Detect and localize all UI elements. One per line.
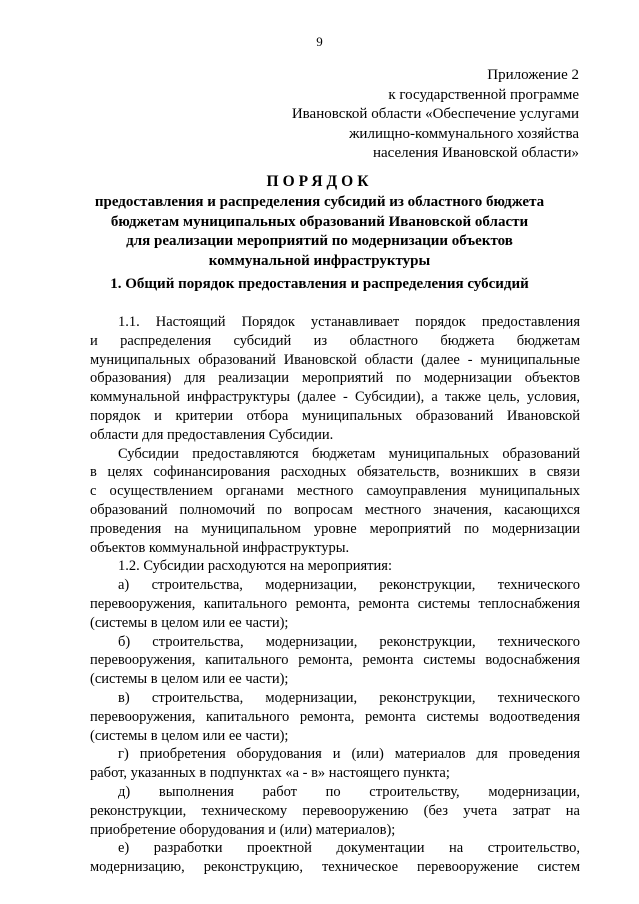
body-line: в) строительства, модернизации, реконструкции, технического (118, 689, 580, 706)
subtitle-line: бюджетам муниципальных образований Ивановской области (110, 213, 529, 230)
body-line: в целях софинансирования расходных обязательств, возникших в связи (90, 464, 580, 481)
body-line: с осуществлением органами местного самоуправления муниципальных (90, 483, 580, 500)
body-line: (системы в целом или ее части); (90, 727, 289, 744)
body-line: работ, указанных в подпунктах «а - в» настоящего пункта; (90, 765, 450, 782)
document-title: ПОРЯДОК (266, 173, 373, 190)
body-line: реконструкции, техническому перевооружению (без учета затрат на (90, 802, 580, 819)
body-line: а) строительства, модернизации, реконструкции, технического (118, 577, 580, 594)
body-line: порядок и критерии отбора муниципальных образований Ивановской (90, 407, 580, 424)
body-line: перевооружения, капитального ремонта, ремонта системы водоотведения (90, 708, 580, 725)
body-line: перевооружения, капитального ремонта, ремонта системы водоснабжения (90, 652, 580, 669)
body-line: муниципальных образований Ивановской области (далее - муниципальные (90, 351, 580, 368)
body-line: б) строительства, модернизации, реконструкции, технического (118, 633, 580, 650)
body-line: е) разработки проектной документации на строительство, (118, 840, 580, 857)
subtitle-line: коммунальной инфраструктуры (208, 252, 431, 269)
body-line: Субсидии предоставляются бюджетам муниципальных образований (118, 445, 580, 462)
body-line: образования) для реализации мероприятий по модернизации объектов (90, 370, 580, 387)
body-line: образований полномочий по вопросам местного значения, касающихся (90, 501, 580, 518)
body-line: приобретение оборудования и (или) материалов); (90, 821, 396, 838)
section-heading: 1. Общий порядок предоставления и распределения субсидий (110, 276, 529, 292)
appendix-line: Приложение 2 (487, 67, 579, 83)
appendix-line: жилищно-коммунального хозяйства (349, 125, 579, 142)
body-line: коммунальной инфраструктуры (далее - Субсидии), а также цель, условия, (90, 389, 580, 406)
appendix-block (292, 66, 579, 164)
body-line: перевооружения, капитального ремонта, ремонта системы теплоснабжения (90, 595, 580, 612)
body-text (90, 313, 580, 877)
body-line: г) приобретения оборудования и (или) материалов для проведения (118, 746, 580, 763)
body-line: проведения на муниципальном уровне мероприятий по модернизации (90, 520, 580, 537)
appendix-line: населения Ивановской области» (372, 145, 579, 161)
body-line: области для предоставления Субсидии. (90, 426, 334, 443)
body-line: 1.1. Настоящий Порядок устанавливает порядок предоставления (118, 314, 580, 330)
subtitle-line: предоставления и распределения субсидий из областного бюджета (94, 194, 545, 210)
body-line: и распределения субсидий из областного бюджета бюджетам (90, 332, 580, 349)
body-line: д) выполнения работ по строительству, модернизации, (118, 783, 580, 800)
body-line: (системы в целом или ее части); (90, 614, 289, 631)
subtitle-line: для реализации мероприятий по модернизации объектов (126, 233, 513, 249)
body-line: 1.2. Субсидии расходуются на мероприятия: (118, 558, 392, 575)
page-number: 9 (316, 34, 323, 49)
appendix-line: Ивановской области «Обеспечение услугами (291, 106, 579, 122)
body-line: модернизацию, реконструкцию, техническое перевооружение систем (90, 859, 580, 876)
appendix-line: к государственной программе (388, 86, 579, 103)
body-line: объектов коммунальной инфраструктуры. (90, 539, 350, 556)
document-subtitle (60, 193, 579, 271)
body-line: (системы в целом или ее части); (90, 671, 289, 688)
